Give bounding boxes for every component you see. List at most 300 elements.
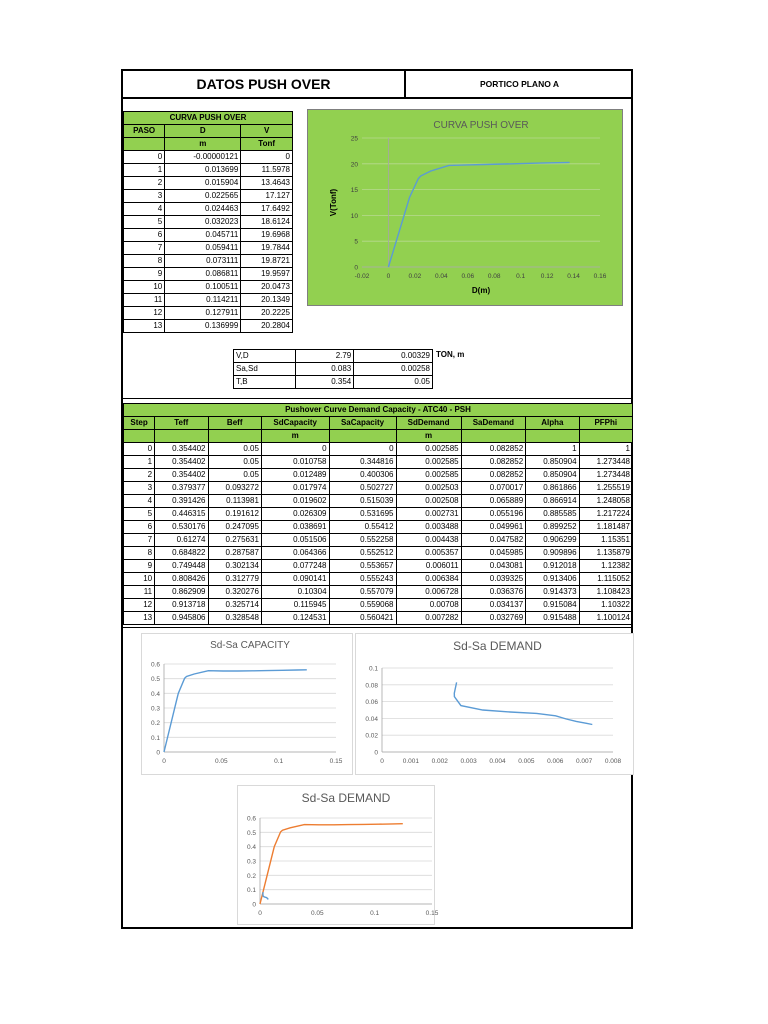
table-row	[124, 573, 633, 586]
column-header: Step	[124, 417, 155, 430]
table-cell: 0.899252	[526, 521, 579, 534]
table-cell: 0.038691	[261, 521, 329, 534]
table-row	[124, 281, 293, 294]
column-header: PASO	[124, 125, 165, 138]
series-line	[164, 670, 307, 752]
chart-title: Sd-Sa DEMAND	[301, 791, 391, 805]
column-unit	[124, 430, 155, 443]
table-cell: 0.002585	[396, 443, 461, 456]
table-cell: 0.61274	[155, 534, 208, 547]
table-row	[124, 216, 293, 229]
table-row	[124, 164, 293, 177]
series-line	[388, 162, 569, 267]
table-row	[124, 242, 293, 255]
table-row	[124, 495, 633, 508]
table-cell: 20.2804	[241, 320, 293, 333]
y-tick-label: 15	[350, 187, 358, 195]
table-cell: 0	[329, 443, 396, 456]
section-divider	[123, 398, 633, 399]
table-cell: 9	[124, 560, 155, 573]
spreadsheet-sheet	[121, 69, 633, 929]
table-cell: 0	[261, 443, 329, 456]
column-header: Alpha	[526, 417, 579, 430]
table-cell: 0.065889	[461, 495, 526, 508]
table-row	[124, 294, 293, 307]
table-cell: 0.045711	[165, 229, 241, 242]
table-cell: 0	[241, 151, 293, 164]
sheet-subtitle: PORTICO PLANO A	[406, 71, 633, 99]
table-cell: 20.0473	[241, 281, 293, 294]
sd-sa-capacity-chart	[141, 633, 353, 775]
table-cell: 0.530176	[155, 521, 208, 534]
table-cell: 1.181487	[579, 521, 632, 534]
table-cell: 1.108423	[579, 586, 632, 599]
table-cell: 0.070017	[461, 482, 526, 495]
table-cell: 0.913406	[526, 573, 579, 586]
table-cell: 0.082852	[461, 456, 526, 469]
table-cell: 0.00708	[396, 599, 461, 612]
column-header: Teff	[155, 417, 208, 430]
table-cell: 20.1349	[241, 294, 293, 307]
table-cell: 1.115052	[579, 573, 632, 586]
y-tick-label: 0	[374, 749, 378, 757]
table-cell: 0.862909	[155, 586, 208, 599]
y-tick-label: 0.3	[150, 705, 160, 713]
table-header-row	[124, 125, 293, 138]
y-tick-label: 0	[156, 749, 160, 757]
table-cell: 0.136999	[165, 320, 241, 333]
table-cell: 11	[124, 586, 155, 599]
table-row	[124, 469, 633, 482]
x-tick-label: 0.02	[408, 273, 422, 280]
table-cell: 1.12382	[579, 560, 632, 573]
table-row	[124, 612, 633, 625]
sd-sa-capacity-svg	[142, 634, 352, 774]
table-header-row	[124, 417, 633, 430]
param-value: 0.05	[354, 376, 433, 389]
table-cell: 0.915084	[526, 599, 579, 612]
y-tick-label: 0.3	[246, 858, 256, 866]
table-cell: 0.086811	[165, 268, 241, 281]
table-cell: 7	[124, 242, 165, 255]
table-cell: 0.552512	[329, 547, 396, 560]
table-row	[124, 255, 293, 268]
y-tick-label: 0.1	[368, 665, 378, 673]
table-cell: 0.552258	[329, 534, 396, 547]
x-tick-label: 0.15	[425, 910, 439, 917]
column-unit: m	[261, 430, 329, 443]
table-cell: 0.909896	[526, 547, 579, 560]
table-row	[124, 534, 633, 547]
table-title: CURVA PUSH OVER	[124, 112, 293, 125]
y-tick-label: 0.6	[150, 661, 160, 669]
x-tick-label: 0.05	[311, 910, 324, 917]
x-tick-label: 0.002	[431, 758, 448, 765]
table-cell: 0.127911	[165, 307, 241, 320]
x-tick-label: 0	[162, 758, 166, 765]
table-cell: 0.017974	[261, 482, 329, 495]
table-cell: 0.344816	[329, 456, 396, 469]
column-header: Beff	[208, 417, 261, 430]
x-tick-label: 0.04	[435, 273, 448, 280]
table-cell: 0.082852	[461, 469, 526, 482]
table-cell: 0.325714	[208, 599, 261, 612]
table-cell: 0.077248	[261, 560, 329, 573]
y-tick-label: 0.1	[150, 734, 160, 742]
table-cell: 1.135879	[579, 547, 632, 560]
table-cell: 0.093272	[208, 482, 261, 495]
table-cell: 0.006728	[396, 586, 461, 599]
table-cell: 0.312779	[208, 573, 261, 586]
sheet-title: DATOS PUSH OVER	[123, 71, 406, 99]
table-cell: 0.275631	[208, 534, 261, 547]
table-cell: 0.808426	[155, 573, 208, 586]
table-cell: 0.749448	[155, 560, 208, 573]
y-tick-label: 0	[354, 264, 358, 272]
table-cell: 0.560421	[329, 612, 396, 625]
table-cell: 0.022565	[165, 190, 241, 203]
table-cell: 12	[124, 307, 165, 320]
param-label: V,D	[234, 350, 296, 363]
x-axis-title: D(m)	[471, 286, 491, 295]
column-unit	[579, 430, 632, 443]
x-tick-label: 0.006	[547, 758, 564, 765]
param-value: 0.083	[296, 363, 354, 376]
table-cell: 0.006384	[396, 573, 461, 586]
table-cell: 0.100511	[165, 281, 241, 294]
table-cell: 0.502727	[329, 482, 396, 495]
table-cell: 1.248058	[579, 495, 632, 508]
x-tick-label: 0.16	[593, 273, 607, 280]
y-tick-label: 0.06	[365, 699, 378, 707]
column-unit: m	[165, 138, 241, 151]
table-cell: 8	[124, 547, 155, 560]
table-row	[124, 547, 633, 560]
table-cell: 1.100124	[579, 612, 632, 625]
table-cell: 0	[124, 443, 155, 456]
x-tick-label: 0.1	[516, 273, 526, 280]
column-unit	[124, 138, 165, 151]
table-cell: 0.010758	[261, 456, 329, 469]
table-cell: 11.5978	[241, 164, 293, 177]
table-cell: 6	[124, 229, 165, 242]
table-cell: 0.006011	[396, 560, 461, 573]
table-cell: 0.039325	[461, 573, 526, 586]
table-cell: 0.114211	[165, 294, 241, 307]
y-tick-label: 0.04	[365, 715, 378, 723]
table-cell: 19.7844	[241, 242, 293, 255]
sd-sa-demand-chart	[355, 633, 634, 775]
table-cell: 0.684822	[155, 547, 208, 560]
table-row	[124, 508, 633, 521]
table-cell: 0.012489	[261, 469, 329, 482]
y-tick-label: 0.02	[365, 732, 378, 740]
table-cell: 8	[124, 255, 165, 268]
params-table	[233, 349, 433, 389]
table-cell: 0.945806	[155, 612, 208, 625]
table-row	[124, 203, 293, 216]
y-tick-label: 0.2	[150, 720, 160, 728]
table-cell: 0.850904	[526, 469, 579, 482]
table-cell: 0.302134	[208, 560, 261, 573]
table-cell: 13	[124, 612, 155, 625]
table-cell: 0.354402	[155, 456, 208, 469]
x-tick-label: 0.008	[604, 758, 622, 765]
table-cell: 6	[124, 521, 155, 534]
table-cell: 0.002731	[396, 508, 461, 521]
section-divider	[123, 627, 633, 628]
y-tick-label: 0.4	[150, 690, 160, 698]
table-cell: 0.400306	[329, 469, 396, 482]
table-cell: 0.113981	[208, 495, 261, 508]
table-cell: 13	[124, 320, 165, 333]
table-cell: -0.00000121	[165, 151, 241, 164]
y-tick-label: 25	[350, 135, 358, 143]
column-unit: m	[396, 430, 461, 443]
table-cell: 19.8721	[241, 255, 293, 268]
table-cell: 11	[124, 294, 165, 307]
table-cell: 0.082852	[461, 443, 526, 456]
table-cell: 0.10304	[261, 586, 329, 599]
table-cell: 1.255519	[579, 482, 632, 495]
table-title-row	[124, 112, 293, 125]
table-row	[124, 443, 633, 456]
column-header: PFPhi	[579, 417, 632, 430]
table-cell: 0.515039	[329, 495, 396, 508]
table-cell: 0.354402	[155, 443, 208, 456]
param-value: 0.00329	[354, 350, 433, 363]
table-row	[124, 482, 633, 495]
x-tick-label: 0	[386, 273, 391, 280]
table-cell: 9	[124, 268, 165, 281]
table-cell: 0.026309	[261, 508, 329, 521]
table-cell: 0.015904	[165, 177, 241, 190]
y-axis-title: V(Tonf)	[329, 188, 338, 217]
curva-push-over-svg	[308, 110, 622, 305]
x-tick-label: 0.1	[274, 758, 284, 765]
table-row	[124, 229, 293, 242]
table-cell: 0.059411	[165, 242, 241, 255]
table-cell: 0.007282	[396, 612, 461, 625]
table-cell: 5	[124, 508, 155, 521]
y-tick-label: 0.4	[246, 844, 256, 852]
table-row	[124, 268, 293, 281]
table-cell: 0.047582	[461, 534, 526, 547]
y-tick-label: 5	[354, 238, 358, 246]
table-cell: 0.05	[208, 469, 261, 482]
param-value: 2.79	[296, 350, 354, 363]
param-label: Sa,Sd	[234, 363, 296, 376]
sd-sa-demand-combined-chart	[237, 785, 439, 925]
table-cell: 0.354402	[155, 469, 208, 482]
table-row	[124, 151, 293, 164]
table-cell: 0.002503	[396, 482, 461, 495]
chart-title: CURVA PUSH OVER	[433, 120, 529, 131]
table-cell: 0.555243	[329, 573, 396, 586]
table-cell: 1	[579, 443, 632, 456]
table-cell: 4	[124, 495, 155, 508]
sd-sa-demand-combined-svg	[238, 786, 439, 924]
column-unit	[329, 430, 396, 443]
y-tick-label: 0.6	[246, 815, 256, 823]
column-header: SaCapacity	[329, 417, 396, 430]
table-cell: 0.553657	[329, 560, 396, 573]
table-cell: 19.9597	[241, 268, 293, 281]
table-cell: 0.55412	[329, 521, 396, 534]
param-value: 0.00258	[354, 363, 433, 376]
table-cell: 10	[124, 573, 155, 586]
table-cell: 0.557079	[329, 586, 396, 599]
y-tick-label: 0.5	[150, 676, 160, 684]
table-cell: 0.055196	[461, 508, 526, 521]
table-row	[124, 560, 633, 573]
table-cell: 0	[124, 151, 165, 164]
table-cell: 4	[124, 203, 165, 216]
table-cell: 0.003488	[396, 521, 461, 534]
table-cell: 0.043081	[461, 560, 526, 573]
table-row	[234, 376, 433, 389]
table-cell: 18.6124	[241, 216, 293, 229]
table-row	[124, 307, 293, 320]
curva-push-over-table	[123, 111, 293, 333]
table-cell: 7	[124, 534, 155, 547]
x-tick-label: 0.004	[489, 758, 506, 765]
curva-push-over-chart	[307, 109, 623, 306]
table-row	[234, 363, 433, 376]
table-cell: 3	[124, 482, 155, 495]
table-cell: 2	[124, 469, 155, 482]
x-tick-label: 0.05	[215, 758, 228, 765]
series-line	[263, 892, 269, 899]
chart-title: Sd-Sa DEMAND	[453, 639, 542, 653]
table-cell: 2	[124, 177, 165, 190]
table-cell: 1.217224	[579, 508, 632, 521]
y-tick-label: 0.08	[365, 682, 378, 690]
table-title: Pushover Curve Demand Capacity - ATC40 - PSH	[124, 404, 633, 417]
table-cell: 0.320276	[208, 586, 261, 599]
table-cell: 0.032023	[165, 216, 241, 229]
table-cell: 0.191612	[208, 508, 261, 521]
x-tick-label: 0	[380, 758, 384, 765]
table-row	[124, 521, 633, 534]
table-cell: 0.379377	[155, 482, 208, 495]
param-label: T,B	[234, 376, 296, 389]
x-tick-label: 0.001	[402, 758, 420, 765]
table-cell: 0.049961	[461, 521, 526, 534]
column-header: SaDemand	[461, 417, 526, 430]
x-tick-label: 0.007	[575, 758, 593, 765]
column-header: SdCapacity	[261, 417, 329, 430]
table-cell: 10	[124, 281, 165, 294]
table-cell: 0.247095	[208, 521, 261, 534]
table-row	[124, 599, 633, 612]
chart-title: Sd-Sa CAPACITY	[210, 640, 290, 651]
x-tick-label: 0	[258, 910, 262, 917]
params-unit-label: TON, m	[436, 350, 465, 359]
table-units-row	[124, 138, 293, 151]
x-tick-label: 0.003	[460, 758, 477, 765]
table-cell: 0.073111	[165, 255, 241, 268]
table-cell: 0.090141	[261, 573, 329, 586]
table-cell: 0.064366	[261, 547, 329, 560]
table-cell: 1.273448	[579, 469, 632, 482]
x-tick-label: 0.005	[518, 758, 535, 765]
table-cell: 0.002585	[396, 469, 461, 482]
table-cell: 20.2225	[241, 307, 293, 320]
table-cell: 0.531695	[329, 508, 396, 521]
table-cell: 0.019602	[261, 495, 329, 508]
y-tick-label: 0	[252, 901, 256, 909]
demand-capacity-table	[123, 403, 633, 625]
table-cell: 0.914373	[526, 586, 579, 599]
table-cell: 0.045985	[461, 547, 526, 560]
y-tick-label: 0.2	[246, 872, 256, 880]
table-cell: 0.559068	[329, 599, 396, 612]
table-cell: 17.127	[241, 190, 293, 203]
table-cell: 1	[124, 164, 165, 177]
x-tick-label: -0.02	[354, 273, 370, 280]
table-row	[124, 177, 293, 190]
column-header: V	[241, 125, 293, 138]
table-cell: 0.002508	[396, 495, 461, 508]
x-tick-label: 0.1	[370, 910, 380, 917]
table-cell: 12	[124, 599, 155, 612]
table-units-row	[124, 430, 633, 443]
table-cell: 0.885585	[526, 508, 579, 521]
x-tick-label: 0.14	[567, 273, 580, 280]
table-cell: 0.034137	[461, 599, 526, 612]
table-cell: 0.915488	[526, 612, 579, 625]
table-cell: 0.002585	[396, 456, 461, 469]
x-tick-label: 0.15	[329, 758, 343, 765]
table-cell: 1	[124, 456, 155, 469]
table-cell: 0.446315	[155, 508, 208, 521]
y-tick-label: 20	[350, 161, 358, 169]
sd-sa-demand-svg	[356, 634, 633, 774]
table-cell: 0.005357	[396, 547, 461, 560]
y-tick-label: 0.5	[246, 829, 256, 837]
table-cell: 0.906299	[526, 534, 579, 547]
table-cell: 0.861866	[526, 482, 579, 495]
table-cell: 0.013699	[165, 164, 241, 177]
y-tick-label: 10	[350, 212, 358, 220]
table-cell: 17.6492	[241, 203, 293, 216]
table-cell: 0.866914	[526, 495, 579, 508]
table-cell: 0.05	[208, 443, 261, 456]
table-title-row	[124, 404, 633, 417]
column-unit: Tonf	[241, 138, 293, 151]
table-cell: 5	[124, 216, 165, 229]
series-line	[260, 824, 403, 904]
table-row	[124, 586, 633, 599]
table-cell: 0.05	[208, 456, 261, 469]
table-cell: 3	[124, 190, 165, 203]
table-cell: 0.850904	[526, 456, 579, 469]
table-cell: 1	[526, 443, 579, 456]
table-cell: 0.913718	[155, 599, 208, 612]
table-cell: 0.036376	[461, 586, 526, 599]
table-cell: 0.287587	[208, 547, 261, 560]
x-tick-label: 0.08	[487, 273, 501, 280]
table-cell: 1.10322	[579, 599, 632, 612]
table-row	[124, 456, 633, 469]
x-tick-label: 0.06	[461, 273, 475, 280]
y-tick-label: 0.1	[246, 887, 256, 895]
table-cell: 0.051506	[261, 534, 329, 547]
table-cell: 1.273448	[579, 456, 632, 469]
param-value: 0.354	[296, 376, 354, 389]
table-cell: 0.004438	[396, 534, 461, 547]
